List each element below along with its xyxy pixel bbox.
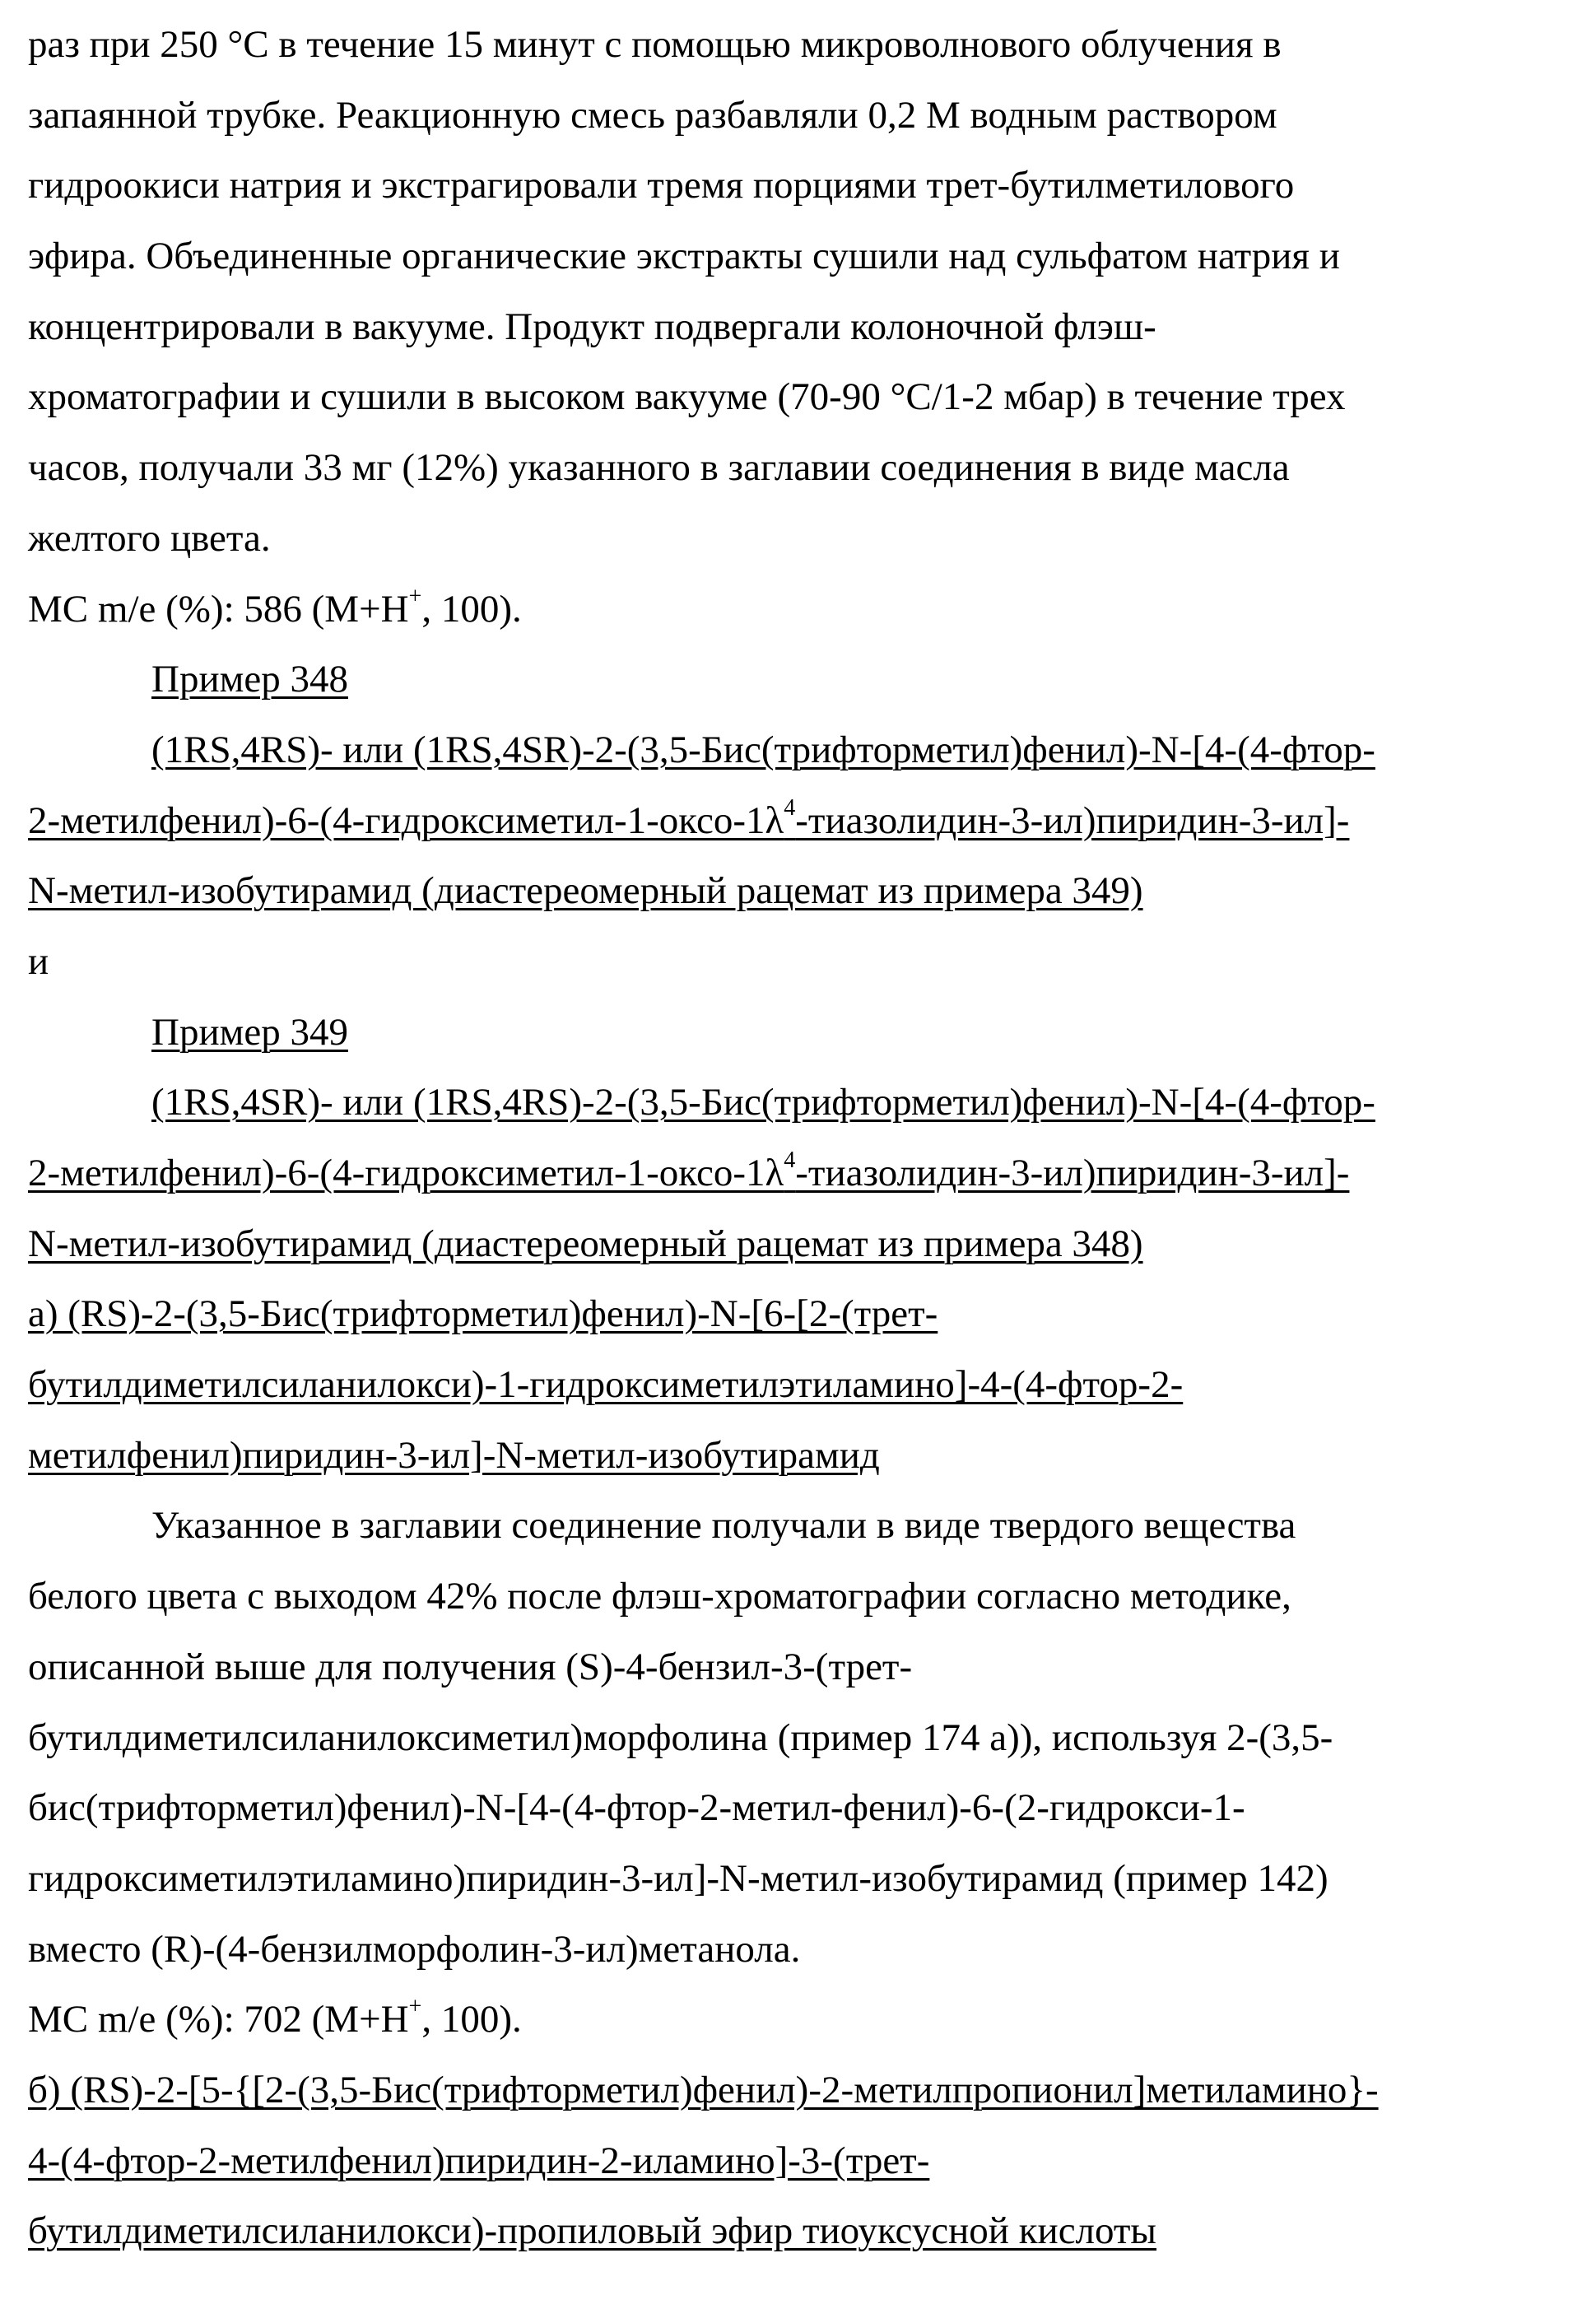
paragraph-line: запаянной трубке. Реакционную смесь разбавляли 0,2 М водным раствором (28, 93, 1277, 137)
paragraph-line: хроматографии и сушили в высоком вакууме (70-90 °C/1-2 мбар) в течение трех (28, 375, 1346, 419)
title-text-pre: 2-метилфенил)-6-(4-гидроксиметил-1-оксо-1λ (28, 1152, 784, 1194)
paragraph-line: часов, получали 33 мг (12%) указанного в заглавии соединения в виде масла (28, 446, 1290, 490)
step-b-title-line (28, 2055, 1575, 2126)
title-text: (1RS,4RS)- или (1RS,4SR)-2-(3,5-Бис(трифторметил)фенил)-N-[4-(4-фтор- (151, 728, 1375, 771)
title-text: (1RS,4SR)- или (1RS,4RS)-2-(3,5-Бис(трифторметил)фенил)-N-[4-(4-фтор- (151, 1081, 1375, 1124)
paragraph-line: бис(трифторметил)фенил)-N-[4-(4-фтор-2-метил-фенил)-6-(2-гидрокси-1- (28, 1786, 1245, 1830)
paragraph-line: раз при 250 °C в течение 15 минут с помощью микроволнового облучения в (28, 23, 1282, 66)
title-line (28, 856, 1575, 927)
ms-text: , 100). (421, 587, 522, 631)
paragraph-line: концентрировали в вакууме. Продукт подвергали колоночной флэш- (28, 305, 1156, 348)
ms-text: , 100). (421, 1998, 522, 2041)
title-line (28, 1138, 1575, 1209)
ms-result-line (28, 575, 1575, 645)
example-heading-348 (28, 645, 1575, 715)
title-line (28, 786, 1575, 857)
paragraph-line: гидроксиметилэтиламино)пиридин-3-ил]-N-метил-изобутирамид (пример 142) (28, 1856, 1328, 1900)
paragraph-line: Указанное в заглавии соединение получали в виде твердого вещества (151, 1504, 1296, 1548)
step-title-text: бутилдиметилсиланилокси)-пропиловый эфир тиоуксусной кислоты (28, 2209, 1157, 2253)
step-title-text: 4-(4-фтор-2-метилфенил)пиридин-2-иламино]-3-(трет- (28, 2139, 930, 2182)
paragraph-line: бутилдиметилсиланилоксиметил)морфолина (пример 174 а)), используя 2-(3,5- (28, 1715, 1333, 1759)
step-b-title-line (28, 2126, 1575, 2197)
superscript: 4 (784, 794, 796, 821)
step-title-text: а) (RS)-2-(3,5-Бис(трифторметил)фенил)-N-[6-[2-(трет- (28, 1292, 938, 1336)
ms-text: МС m/e (%): 702 (M+H (28, 1998, 409, 2041)
title-text (28, 794, 1350, 842)
paragraph-line: эфира. Объединенные органические экстракты сушили над сульфатом натрия и (28, 235, 1340, 278)
step-title-text: б) (RS)-2-[5-{[2-(3,5-Бис(трифторметил)фенил)-2-метилпропионил]метиламино}- (28, 2068, 1379, 2111)
superscript: + (408, 1994, 422, 2020)
step-title-text: метилфенил)пиридин-3-ил]-N-метил-изобутирамид (28, 1433, 880, 1477)
title-text: N-метил-изобутирамид (диастереомерный рацемат из примера 349) (28, 869, 1143, 913)
title-line (28, 1209, 1575, 1280)
title-line (28, 1068, 1575, 1138)
heading-text: Пример 348 (151, 658, 348, 701)
step-a-title-line (28, 1279, 1575, 1350)
title-text (28, 1148, 1350, 1194)
title-text-pre: 2-метилфенил)-6-(4-гидроксиметил-1-оксо-1λ (28, 798, 784, 842)
title-text: N-метил-изобутирамид (диастереомерный рацемат из примера 348) (28, 1222, 1143, 1265)
step-b-title-line (28, 2196, 1575, 2267)
paragraph-line: желтого цвета. (28, 516, 271, 560)
paragraph-line: гидроокиси натрия и экстрагировали тремя порциями трет-бутилметилового (28, 164, 1295, 207)
paragraph-line: описанной выше для получения (S)-4-бензил-3-(трет- (28, 1645, 913, 1688)
ms-result-line (28, 1985, 1575, 2055)
title-text-post: -тиазолидин-3-ил)пиридин-3-ил]- (795, 798, 1350, 842)
title-line (28, 715, 1575, 786)
heading-text: Пример 349 (151, 1010, 348, 1054)
ms-text: МС m/e (%): 586 (M+H (28, 587, 409, 631)
example-heading-349 (28, 998, 1575, 1068)
superscript: + (408, 583, 422, 609)
paragraph-line: вместо (R)-(4-бензилморфолин-3-ил)метанола. (28, 1927, 801, 1971)
conjunction-line: и (28, 939, 49, 983)
step-a-title-line (28, 1421, 1575, 1492)
superscript: 4 (784, 1148, 796, 1173)
paragraph-line: белого цвета с выходом 42% после флэш-хроматографии согласно методике, (28, 1575, 1291, 1618)
title-text-post: -тиазолидин-3-ил)пиридин-3-ил]- (795, 1152, 1350, 1194)
step-title-text: бутилдиметилсиланилокси)-1-гидроксиметилэтиламино]-4-(4-фтор-2- (28, 1363, 1184, 1407)
document-page (28, 10, 1575, 2267)
step-a-title-line (28, 1350, 1575, 1421)
